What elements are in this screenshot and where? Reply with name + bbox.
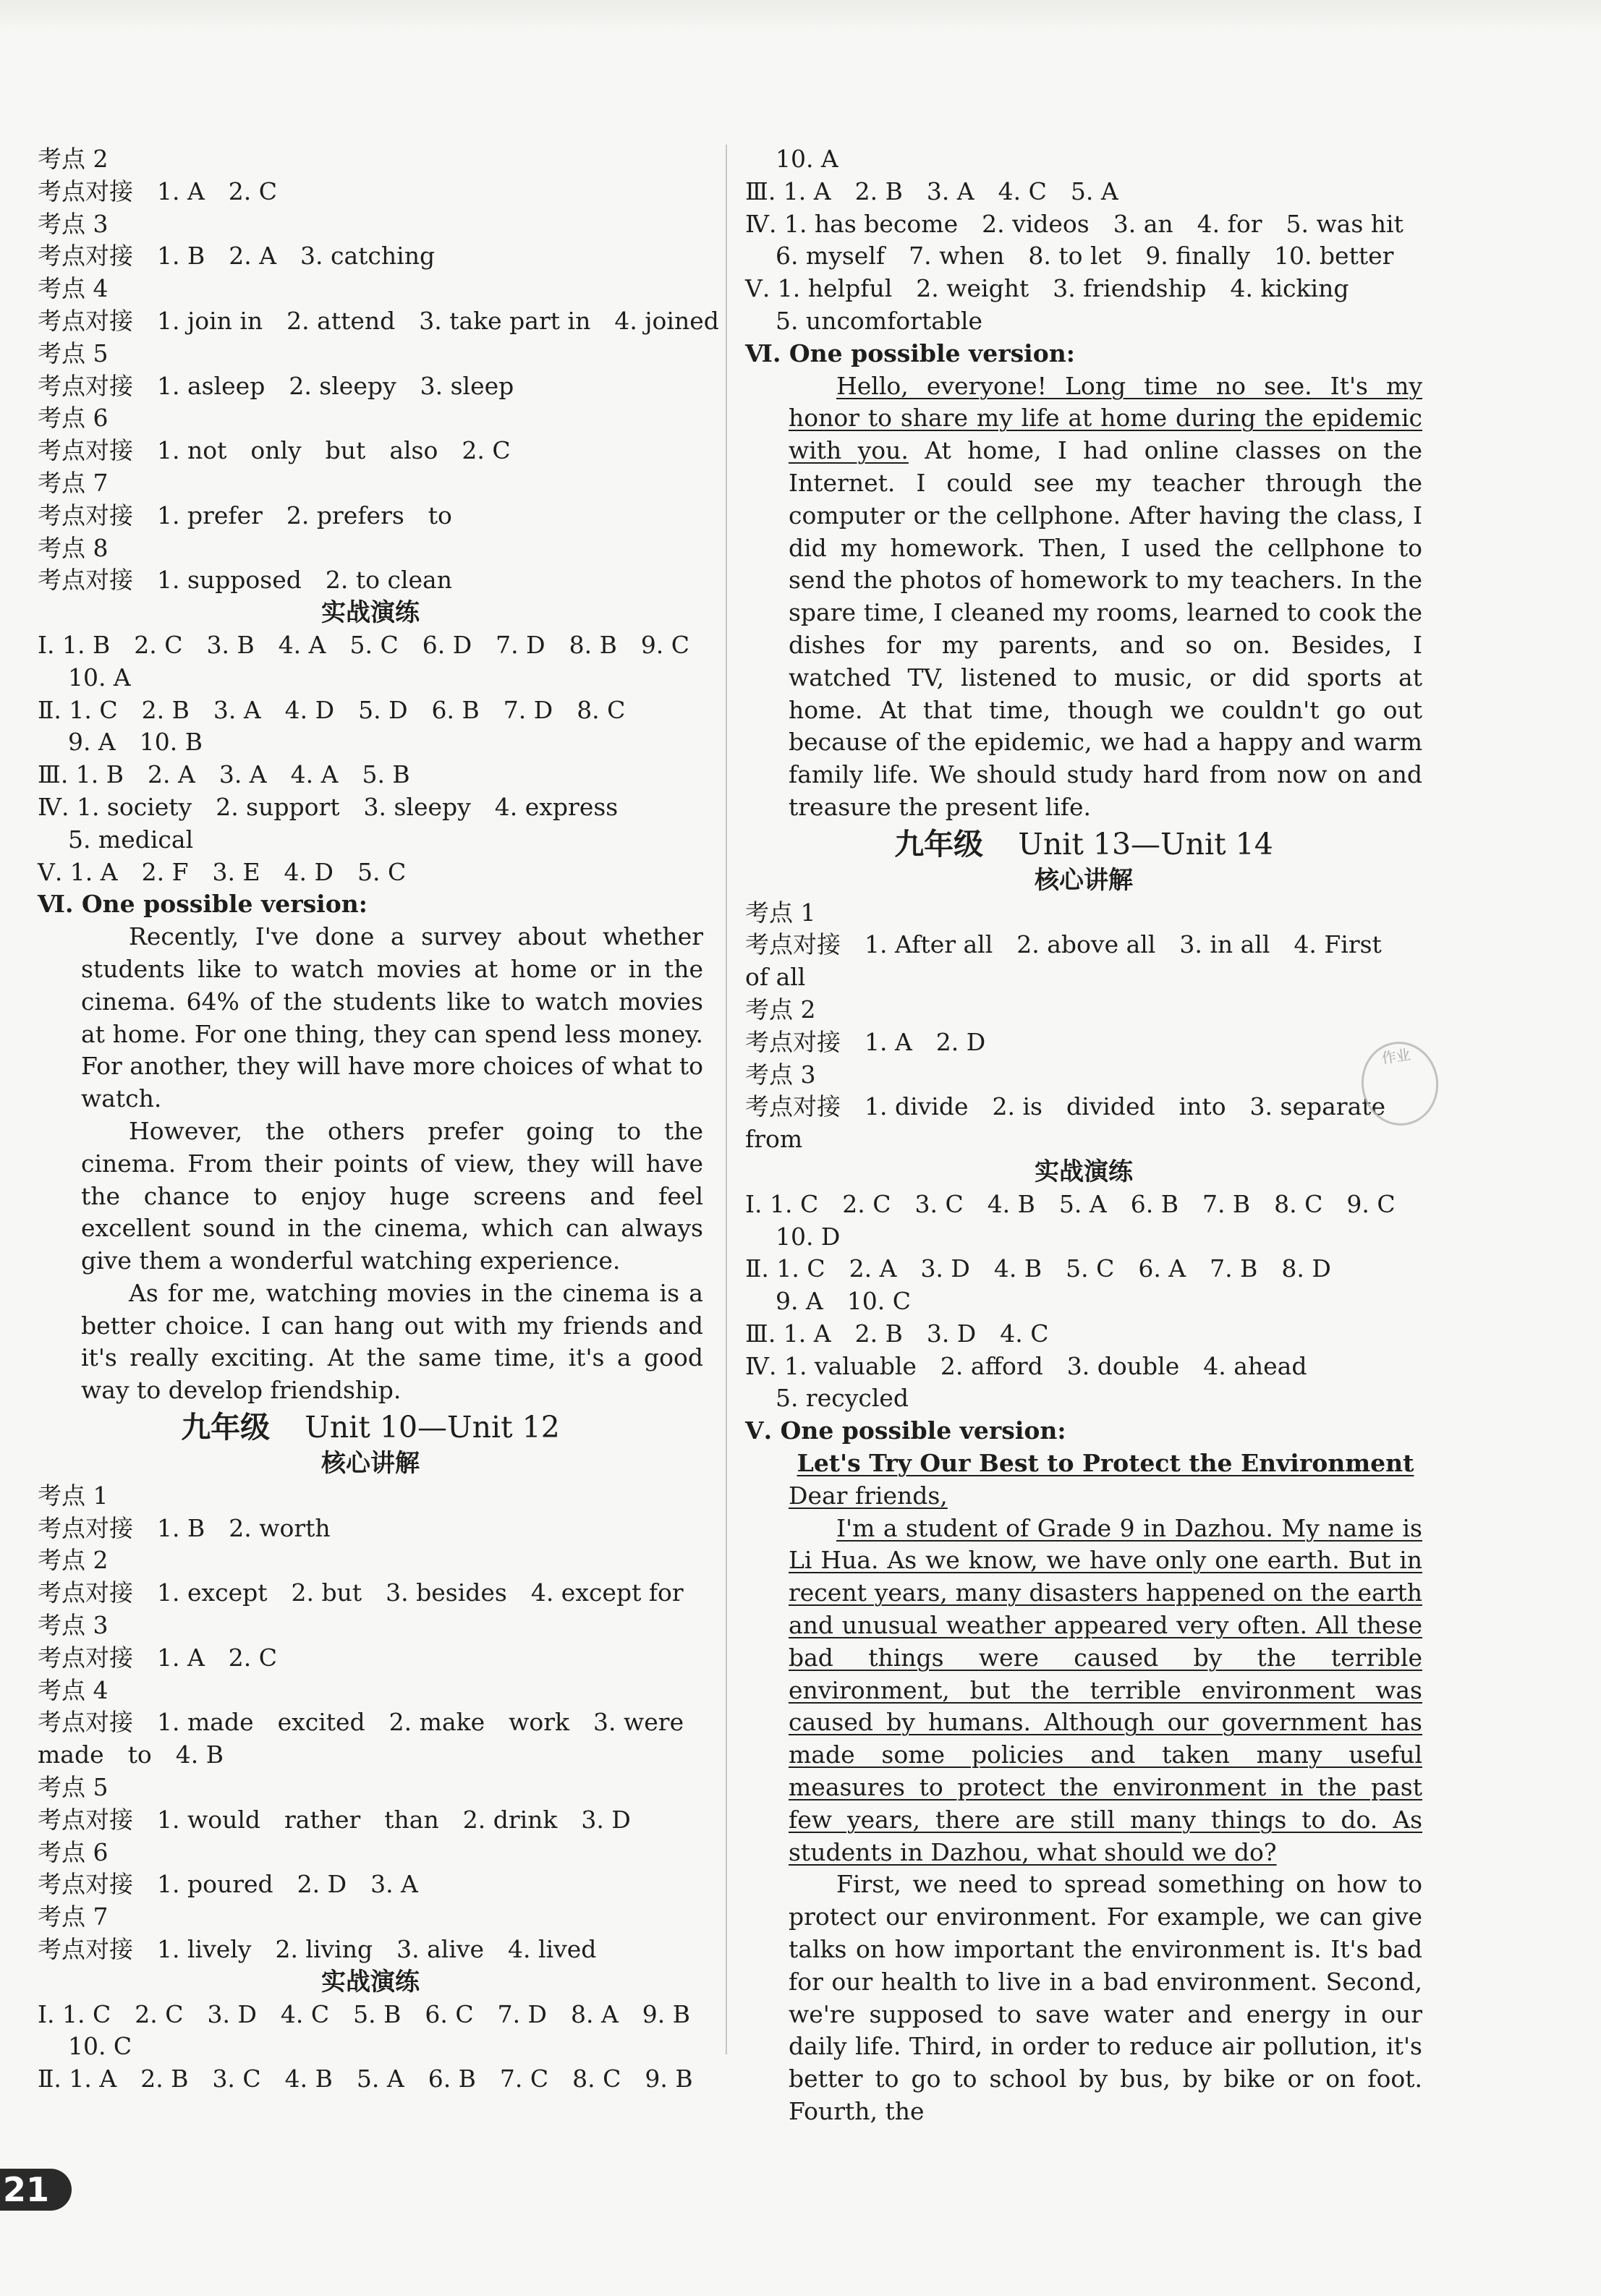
answer-line: 考点 7 [38, 468, 109, 497]
practice-heading: 实战演练 [1035, 1157, 1133, 1186]
answer-line: 考点 2 [745, 995, 816, 1024]
answer-line: Ⅴ. One possible version: [745, 1416, 1066, 1445]
right-answers-b [745, 897, 1422, 1156]
answer-line: 考点 5 [38, 1773, 109, 1802]
essay-paragraph: As for me, watching movies in the cinema is a better choice. I can hang out with my friends and it's really exciting. At the same time, it's a good way to develop friendship. [81, 1278, 703, 1405]
essay-survey [38, 921, 703, 1407]
answer-line: Ⅵ. One possible version: [38, 890, 368, 919]
left-practice2-answers [38, 1999, 703, 2096]
answer-line: Ⅴ. 1. A 2. F 3. E 4. D 5. C [38, 857, 407, 886]
answer-line: Ⅱ. 1. A 2. B 3. C 4. B 5. A 6. B 7. C 8. C 9. B [38, 2065, 693, 2093]
answer-line: 考点对接 1. made excited 2. make work 3. were [38, 1708, 684, 1737]
answer-line: 考点对接 1. asleep 2. sleepy 3. sleep [38, 371, 514, 400]
answer-line: Ⅳ. 1. valuable 2. afford 3. double 4. ahead [745, 1351, 1307, 1380]
essay-underlined-paragraph: I'm a student of Grade 9 in Dazhou. My name is Li Hua. As we know, we have only one earth. But in recent years, many disasters happened on the earth and unusual weather appeared very often. All these bad things were caused by the terrible environment, but the terrible environment was caused by humans. Although our government has made some policies and taken many useful measures to protect the environment in the past few years, there are still many things to do. As students in Dazhou, what should we do? [789, 1513, 1422, 1866]
practice-heading: 实战演练 [321, 1967, 420, 1997]
essay-paragraph: Recently, I've done a survey about whether students like to watch movies at home or in the cinema. 64% of the students like to watch movies at home. For one thing, they can spend less money. For another, they will have more choices of what to watch. [81, 922, 703, 1113]
answer-line: 考点对接 1. join in 2. attend 3. take part in 4. joined [38, 306, 719, 335]
core-heading: 核心讲解 [1035, 865, 1133, 895]
answer-line: 考点 3 [38, 1611, 109, 1640]
right-column [745, 143, 1422, 2128]
answer-line: 考点对接 1. except 2. but 3. besides 4. except for [38, 1578, 684, 1607]
answer-line: 考点对接 1. poured 2. D 3. A [38, 1870, 418, 1899]
answer-line: 考点对接 1. not only but also 2. C [38, 436, 511, 465]
answer-line: 考点 4 [38, 274, 109, 303]
left-practice-answers [38, 629, 703, 921]
answer-line: 考点 1 [745, 898, 816, 927]
page-number: 21 [0, 2169, 72, 2211]
answer-line: 考点对接 1. divide 2. is divided into 3. separate [745, 1092, 1386, 1121]
watermark-stamp: 作业 [1356, 1037, 1443, 1131]
answer-line: 9. A 10. B [38, 728, 203, 757]
essay-title: Let's Try Our Best to Protect the Environment [797, 1449, 1414, 1478]
answer-line: 5. uncomfortable [745, 306, 983, 335]
answer-line: 考点 6 [38, 1837, 109, 1866]
answer-line: 考点 6 [38, 404, 109, 433]
answer-line: 9. A 10. C [745, 1287, 911, 1316]
answer-line: 考点对接 1. A 2. C [38, 177, 278, 205]
answer-line: 考点 8 [38, 533, 109, 562]
answer-line: 考点对接 1. supposed 2. to clean [38, 566, 452, 595]
answer-line: 考点对接 1. A 2. D [745, 1027, 986, 1056]
right-practice-answers [745, 1189, 1422, 1447]
column-divider [726, 145, 727, 2054]
answer-line: 10. D [745, 1222, 841, 1251]
answer-line: Ⅳ. 1. has become 2. videos 3. an 4. for 5. was hit [745, 209, 1403, 238]
answer-line: 考点对接 1. prefer 2. prefers to [38, 501, 452, 530]
answer-line: 6. myself 7. when 8. to let 9. finally 10. better [745, 242, 1394, 271]
answer-line: Ⅲ. 1. A 2. B 3. A 4. C 5. A [745, 177, 1118, 205]
essay-epidemic [745, 370, 1422, 824]
grade-heading [745, 824, 1422, 864]
answer-line: Ⅲ. 1. B 2. A 3. A 4. A 5. B [38, 760, 410, 789]
grade-heading [38, 1407, 703, 1447]
answer-line: Ⅰ. 1. C 2. C 3. C 4. B 5. A 6. B 7. B 8. C 9. C [745, 1189, 1396, 1218]
answer-line: 考点 5 [38, 339, 109, 367]
answer-line: 考点对接 1. B 2. worth [38, 1513, 331, 1542]
right-answers-a [745, 143, 1422, 370]
answer-line: 5. medical [38, 825, 194, 854]
answer-line: 考点 7 [38, 1902, 109, 1931]
core-heading: 核心讲解 [321, 1449, 420, 1479]
answer-line: Ⅱ. 1. C 2. A 3. D 4. B 5. C 6. A 7. B 8. D [745, 1254, 1331, 1283]
answer-line: 考点对接 1. A 2. C [38, 1643, 278, 1672]
answer-line: Ⅵ. One possible version: [745, 339, 1075, 367]
grade-units: Unit 13—Unit 14 [1018, 826, 1273, 862]
answer-line: 10. C [38, 2032, 132, 2061]
answer-line: 10. A [38, 663, 131, 692]
answer-line: Ⅲ. 1. A 2. B 3. D 4. C [745, 1319, 1049, 1348]
answer-line: 考点对接 1. After all 2. above all 3. in all 4. First [745, 930, 1382, 959]
grade-units: Unit 10—Unit 12 [305, 1410, 560, 1445]
essay-paragraph: However, the others prefer going to the cinema. From their points of view, they will have the chance to enjoy huge screens and feel excellent sound in the cinema, which can always give them a wonderful watching experience. [81, 1116, 703, 1275]
answer-line: Ⅴ. 1. helpful 2. weight 3. friendship 4. kicking [745, 274, 1349, 303]
answer-line: 考点对接 1. lively 2. living 3. alive 4. lived [38, 1935, 597, 1964]
essay-paragraph: First, we need to spread something on how to protect our environment. For example, we can give talks on how important the environment is. It's bad for our health to live in a bad environment. Second, we're supposed to save water and energy in our daily life. Third, in order to reduce air pollution, it's better to go to school by bus, by bike or on foot. Fourth, the [789, 1870, 1422, 2126]
answer-line: 考点 1 [38, 1481, 109, 1510]
left-answers-b [38, 1480, 703, 1966]
answer-line: 考点 2 [38, 1546, 109, 1575]
answer-line: 考点对接 1. would rather than 2. drink 3. D [38, 1805, 631, 1834]
answer-line: 考点 2 [38, 145, 109, 173]
practice-heading: 实战演练 [321, 598, 420, 628]
essay-body: At home, I had online classes on the Internet. I could see my teacher through the computer or the cellphone. After having the class, I did my homework. Then, I used the cellphone to send the photos of homework to my teachers. In the spare time, I cleaned my rooms, learned to cook the dishes for my parents, and so on. Besides, I watched TV, listened to music, or did sports at home. At that time, though we couldn't go out because of the epidemic, we had a happy and warm family life. We should study hard from now on and treasure the present life. [789, 436, 1422, 821]
answer-line: 5. recycled [745, 1384, 909, 1413]
answer-line: Ⅳ. 1. society 2. support 3. sleepy 4. express [38, 792, 619, 821]
answer-line: from [745, 1125, 803, 1154]
answer-line: Ⅰ. 1. B 2. C 3. B 4. A 5. C 6. D 7. D 8. B 9. C [38, 630, 690, 659]
answer-line: of all [745, 963, 806, 992]
left-answers-a [38, 143, 719, 597]
answer-line: 考点 3 [745, 1060, 816, 1089]
answer-line: 考点对接 1. B 2. A 3. catching [38, 242, 436, 271]
answer-line: Ⅰ. 1. C 2. C 3. D 4. C 5. B 6. C 7. D 8. A 9. B [38, 1999, 691, 2028]
answer-line: 考点 4 [38, 1675, 109, 1704]
essay-environment [745, 1447, 1422, 2128]
answer-line: made to 4. B [38, 1740, 224, 1769]
left-column [38, 143, 719, 2096]
grade-label: 九年级 [181, 1410, 271, 1445]
answer-line: 考点 3 [38, 209, 109, 238]
page-top-edge [0, 0, 1601, 32]
answer-line: Ⅱ. 1. C 2. B 3. A 4. D 5. D 6. B 7. D 8. C [38, 695, 626, 724]
grade-label: 九年级 [894, 826, 984, 862]
essay-underlined-opening: Hello, everyone! Long time no see. It's my honor to share my life at home during the epidemic with you. [789, 371, 1422, 465]
answer-line: 10. A [745, 145, 838, 173]
essay-greeting: Dear friends, [789, 1481, 948, 1510]
